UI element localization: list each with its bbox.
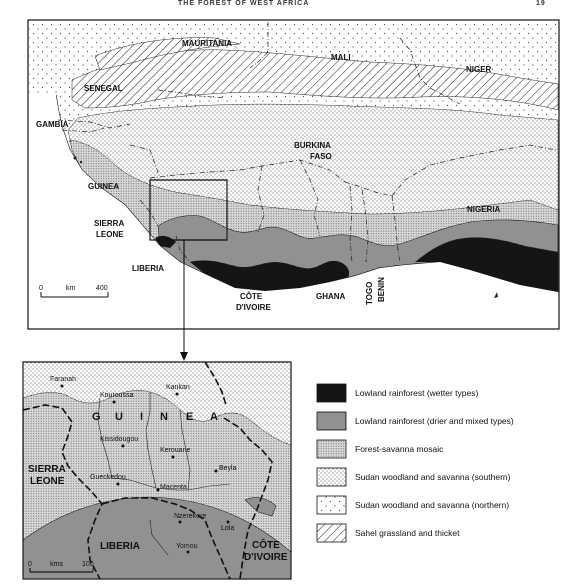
locator-arrow-head <box>180 352 188 361</box>
inset-guinea-letter: U <box>115 411 129 423</box>
inset-map <box>23 362 291 579</box>
town-gueckedou: Gueckedou <box>90 474 126 481</box>
town-yomou: Yomou <box>176 543 198 550</box>
inset-label-cote: CÔTE <box>252 540 280 551</box>
inset-label-leone: LEONE <box>30 476 65 487</box>
scale-zero: 0 <box>39 285 43 292</box>
island <box>74 157 77 160</box>
legend-swatch-sudan-southern <box>317 468 346 486</box>
legend-swatch-sahel <box>317 524 346 542</box>
inset-guinea-letter: E <box>186 411 200 423</box>
town-beyla: Beyla <box>219 465 237 472</box>
inset-guinea-letter: N <box>160 411 174 423</box>
legend-swatch-wetter-rainforest <box>317 384 346 402</box>
legend-swatch-sudan-northern <box>317 496 346 514</box>
inset-guinea-letter: A <box>210 411 224 423</box>
legend-label: Sudan woodland and savanna (northern) <box>355 500 510 510</box>
label-mali: MALI <box>331 53 351 62</box>
inset-label-sierra: SIERRA <box>28 464 66 475</box>
town-kankan: Kankan <box>166 384 190 391</box>
legend-label: Sudan woodland and savanna (southern) <box>355 472 511 482</box>
inset-label-divoire: D'IVOIRE <box>244 552 288 563</box>
inset-scale-zero: 0 <box>28 561 32 568</box>
town-faranah: Faranah <box>50 376 77 383</box>
label-mauritania: MAURITANIA <box>182 39 233 48</box>
label-liberia: LIBERIA <box>132 264 164 273</box>
town-kouroussa: Kouroussa <box>100 392 134 399</box>
label-togo: TOGO <box>365 281 374 305</box>
town-kissidougou: Kissidougou <box>100 436 139 443</box>
page-number: 19 <box>536 0 546 7</box>
label-faso: FASO <box>310 152 332 161</box>
town-macenta: Macenta <box>160 484 187 491</box>
island <box>80 161 82 163</box>
main-map <box>28 20 559 361</box>
town-lola: Lola <box>221 525 235 532</box>
inset-scale-max: 100 <box>82 561 94 568</box>
label-sierra: SIERRA <box>94 219 125 228</box>
label-burkina: BURKINA <box>294 141 331 150</box>
legend-label: Lowland rainforest (drier and mixed types) <box>355 416 514 426</box>
label-cote: CÔTE <box>240 292 263 301</box>
legend-swatch-forest-savanna <box>317 440 346 458</box>
town-nzerekore: Nzerekore <box>174 513 207 520</box>
legend-swatch-drier-rainforest <box>317 412 346 430</box>
legend-label: Forest-savanna mosaic <box>355 444 444 454</box>
inset-guinea-letter: I <box>140 411 150 423</box>
running-title: THE FOREST OF WEST AFRICA <box>178 0 310 7</box>
town-kerouane: Kerouane <box>160 447 191 454</box>
label-gambia: GAMBIA <box>36 120 69 129</box>
label-guinea: GUINEA <box>88 182 120 191</box>
label-niger: NIGER <box>466 65 492 74</box>
label-divoire: D'IVOIRE <box>236 303 271 312</box>
legend-label: Lowland rainforest (wetter types) <box>355 388 479 398</box>
inset-guinea-letter: G <box>92 411 107 423</box>
label-leone: LEONE <box>96 230 124 239</box>
scale-unit: km <box>66 285 76 292</box>
label-benin: BENIN <box>377 277 386 302</box>
legend-label: Sahel grassland and thicket <box>355 528 460 538</box>
inset-label-liberia: LIBERIA <box>100 541 140 552</box>
label-senegal: SENEGAL <box>84 84 123 93</box>
legend <box>317 384 514 542</box>
label-nigeria: NIGERIA <box>467 205 501 214</box>
label-ghana: GHANA <box>316 292 346 301</box>
inset-scale-unit: kms <box>50 561 63 568</box>
scale-max: 400 <box>96 285 108 292</box>
